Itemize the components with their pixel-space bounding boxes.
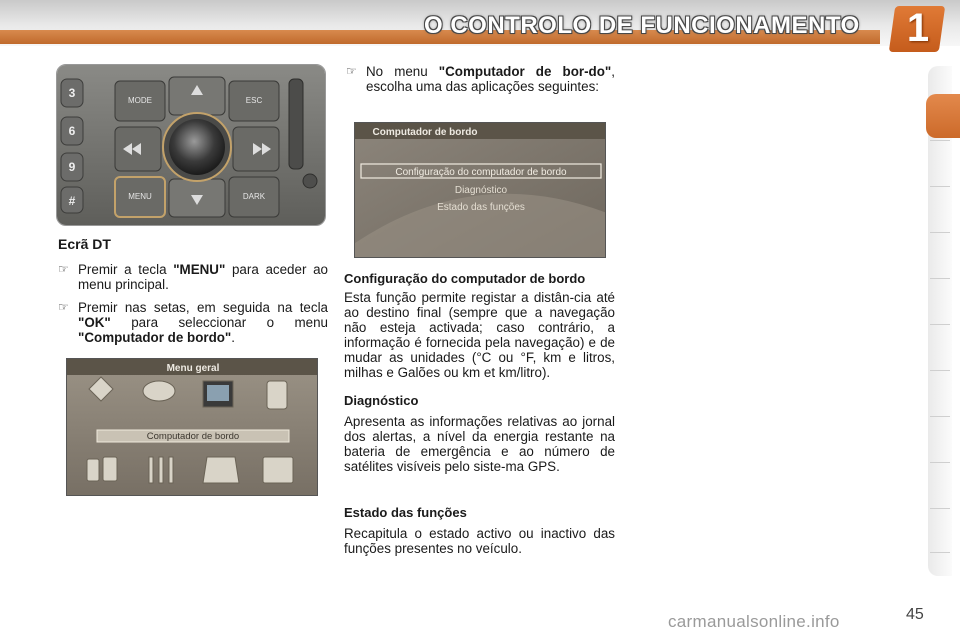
radio-panel-photo: [56, 64, 326, 226]
pointing-hand-icon: ☞: [346, 64, 357, 78]
menu-selected-item: Computador de bordo: [146, 431, 240, 442]
tab-divider: [930, 552, 950, 553]
menu-button-label: MENU: [128, 192, 152, 201]
tab-divider: [930, 232, 950, 233]
dark-button-label: DARK: [242, 192, 266, 201]
key-label-menu: "MENU": [173, 262, 226, 277]
bullet-text: , escolha uma das aplicações seguintes:: [366, 64, 615, 94]
preset-hash: #: [68, 194, 76, 208]
menu-geral-screen: [66, 358, 318, 496]
section-text-diagnostico: Apresenta as informações relativas ao jornal dos alertas, a nível da energia restante na bateria de emergência e ao número de satélites visíveis pelo siste-ma GPS.: [344, 414, 615, 474]
section-text-configuracao: Esta função permite registar a distân-cia até ao destino final (sempre que a navegação não esteja activada; caso contrário, a informação é fornecida pela navegação) e de mudar as unidades (°C ou °F, km e litros, milhas e Galões ou km et km/litro).: [344, 290, 615, 380]
instruction-bullet: [58, 300, 328, 345]
chapter-tab-active: [926, 94, 960, 138]
mode-button-label: MODE: [128, 96, 152, 105]
right-intro: [346, 64, 615, 94]
page-number: 45: [906, 606, 924, 623]
watermark: carmanualsonline.info: [668, 612, 840, 631]
section-title-configuracao: Configuração do computador de bordo: [344, 271, 586, 286]
menu-screen-title: Menu geral: [166, 363, 220, 374]
bordo-item-diagnostico: Diagnóstico: [454, 185, 508, 196]
bordo-item-estado: Estado das funções: [437, 202, 525, 213]
tab-divider: [930, 140, 950, 141]
preset-3: 3: [68, 86, 76, 100]
page-title: O CONTROLO DE FUNCIONAMENTO: [424, 12, 860, 39]
chapter-tabs: [928, 66, 952, 576]
tab-divider: [930, 278, 950, 279]
instruction-bullet: [346, 64, 615, 94]
tab-divider: [930, 508, 950, 509]
section-text-estado: Recapitula o estado activo ou inactivo das funções presentes no veículo.: [344, 526, 615, 556]
left-column: [58, 237, 328, 345]
bullet-text: Premir nas setas, em seguida na tecla: [78, 300, 328, 315]
esc-button-label: ESC: [245, 96, 263, 105]
pointing-hand-icon: ☞: [58, 300, 69, 314]
right-sections: [344, 272, 615, 556]
tab-divider: [930, 324, 950, 325]
pointing-hand-icon: ☞: [58, 262, 69, 276]
tab-divider: [930, 186, 950, 187]
preset-9: 9: [68, 160, 76, 174]
menu-name: "Computador de bordo": [78, 330, 232, 345]
menu-name: "Computador de bor-do": [438, 64, 612, 79]
chapter-number: 1: [906, 6, 930, 50]
bordo-screen-title: Computador de bordo: [372, 127, 478, 138]
instruction-bullet: [58, 262, 328, 292]
section-heading-ecra-dt: Ecrã DT: [58, 236, 111, 252]
tab-divider: [930, 462, 950, 463]
bullet-text: para aceder ao menu principal.: [78, 262, 328, 292]
key-label-ok: "OK": [78, 315, 111, 330]
section-title-diagnostico: Diagnóstico: [344, 393, 419, 408]
computador-de-bordo-screen: [354, 122, 606, 258]
bordo-item-configuracao: Configuração do computador de bordo: [395, 167, 567, 178]
page-header: [0, 0, 960, 58]
bullet-text: .: [231, 330, 236, 345]
bullet-text: Premir a tecla: [78, 262, 174, 277]
section-title-estado: Estado das funções: [344, 505, 467, 520]
preset-6: 6: [68, 124, 76, 138]
tab-divider: [930, 416, 950, 417]
bullet-text: para seleccionar o menu: [110, 315, 328, 330]
tab-divider: [930, 370, 950, 371]
bullet-text: No menu: [366, 64, 439, 79]
